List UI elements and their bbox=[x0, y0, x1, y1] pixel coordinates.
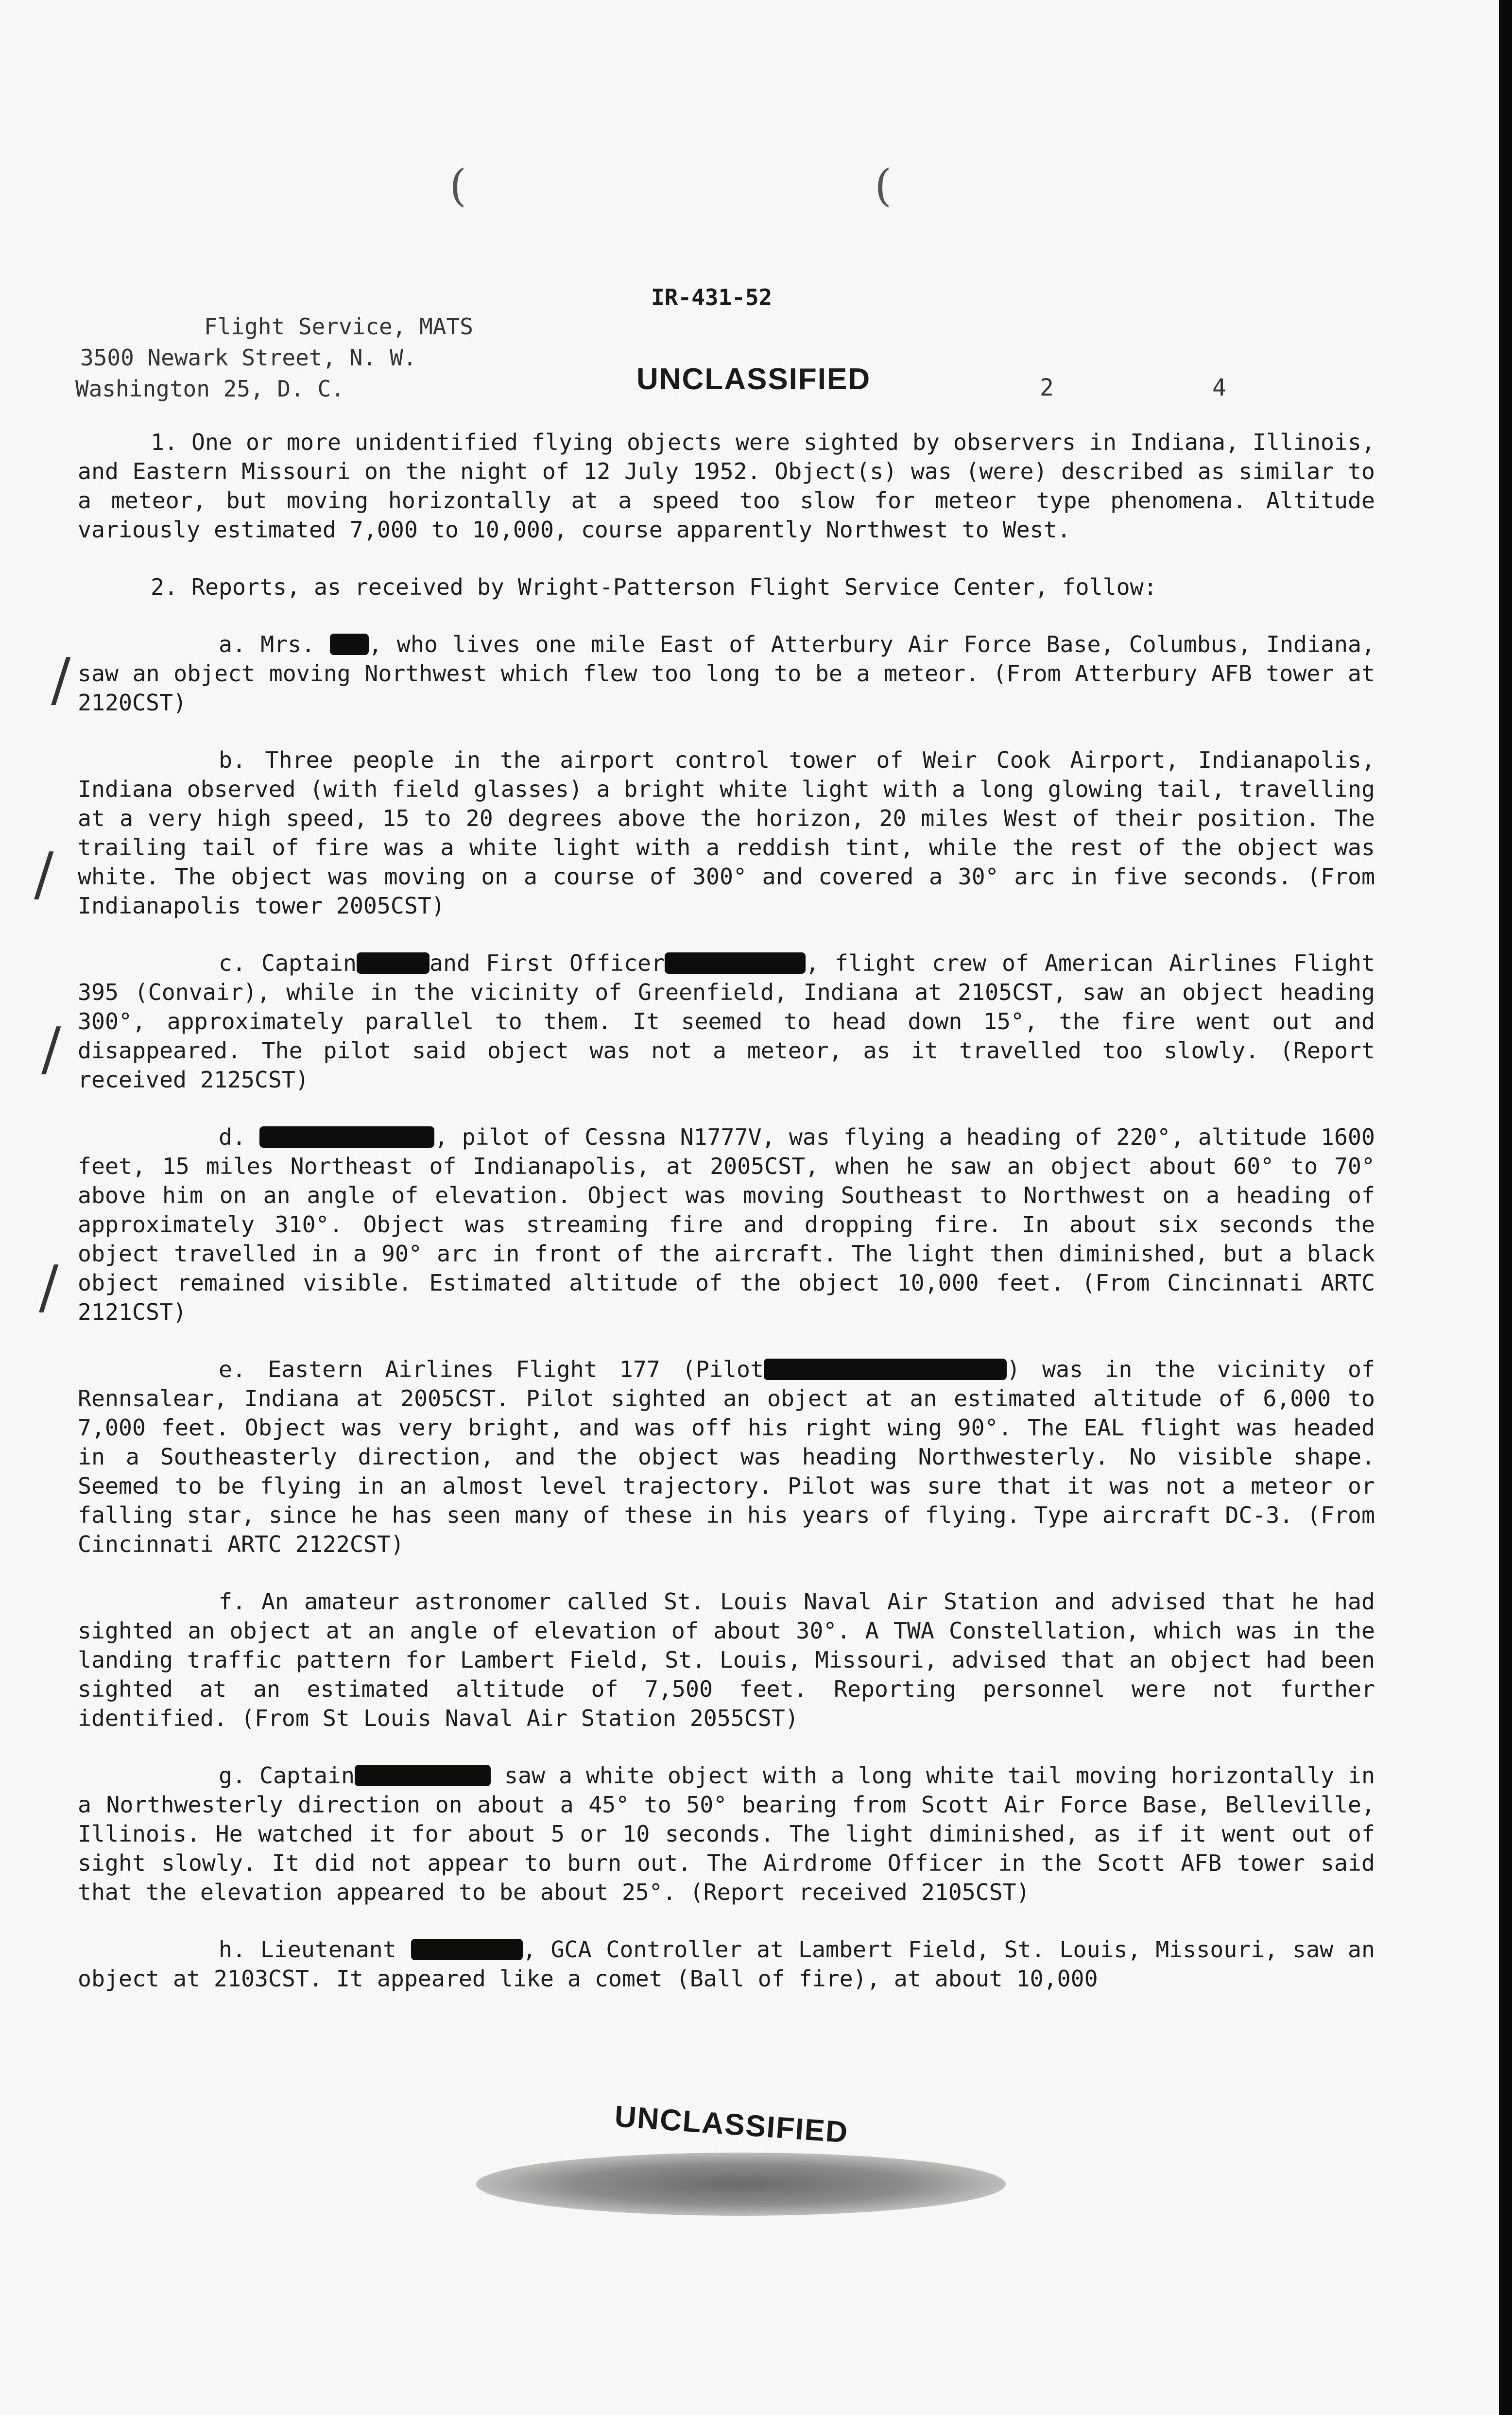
bracket-mark-right: ( bbox=[875, 160, 892, 211]
margin-mark-d: / bbox=[39, 1254, 59, 1321]
item-c-post: , flight crew of American Airlines Flight 395 (Convair), while in the vicinity of Greenfield, Indiana at 2105CST, saw an object heading 300°, approximately parallel to them. It seemed to head down 15°, the fire went out and disappeared. The pilot said object was not a meteor, as it travelled too slowly. (Report received 2125CST) bbox=[78, 950, 1375, 1093]
item-a-post: , who lives one mile East of Atterbury Air Force Base, Columbus, Indiana, saw an object moving Northwest which flew too long to be a meteor. (From Atterbury AFB tower at 2120CST) bbox=[78, 631, 1375, 716]
redaction-bar bbox=[259, 1126, 434, 1148]
address-header bbox=[75, 311, 473, 404]
item-a-pre: a. Mrs. bbox=[219, 631, 315, 657]
margin-mark-a: / bbox=[51, 646, 71, 714]
page-number-1: 2 bbox=[1040, 374, 1054, 401]
document-body bbox=[78, 428, 1375, 2021]
redaction-bar bbox=[411, 1939, 523, 1960]
report-item-h bbox=[78, 1935, 1375, 1993]
report-item-c bbox=[78, 949, 1375, 1094]
item-h-post: , GCA Controller at Lambert Field, St. Louis, Missouri, saw an object at 2103CST. It appeared like a comet (Ball of fire), at about 10,000 bbox=[78, 1936, 1375, 1992]
item-h-pre: h. Lieutenant bbox=[219, 1936, 396, 1963]
report-item-g bbox=[78, 1761, 1375, 1907]
report-item-e bbox=[78, 1355, 1375, 1559]
redaction-bar bbox=[355, 1765, 491, 1786]
paragraph-2: 2. Reports, as received by Wright-Patterson Flight Service Center, follow: bbox=[151, 574, 1157, 600]
ink-smudge bbox=[476, 2153, 1006, 2216]
item-g-pre: g. Captain bbox=[219, 1762, 355, 1789]
classification-stamp-bottom: UNCLASSIFIED bbox=[613, 2100, 850, 2150]
redaction-bar bbox=[764, 1359, 1007, 1380]
item-d-post: , pilot of Cessna N1777V, was flying a heading of 220°, altitude 1600 feet, 15 miles Northeast of Indianapolis, at 2005CST, when he saw an object about 60° to 70° above him on an angle of elevation. Object was moving Southeast to Northwest on a heading of approximately 310°. Object was streaming fire and dropping fire. In about six seconds the object travelled in a 90° arc in front of the aircraft. The light then diminished, but a black object remained visible. Estimated altitude of the object 10,000 feet. (From Cincinnati ARTC 2121CST) bbox=[78, 1124, 1375, 1325]
redaction-bar bbox=[357, 952, 430, 974]
redaction-bar bbox=[330, 634, 369, 655]
item-e-post: ) was in the vicinity of Rennsalear, Indiana at 2005CST. Pilot sighted an object at an estimated altitude of 6,000 to 7,000 feet. Object was very bright, and was off his right wing 90°. The EAL flight was headed in a Southeasterly direction, and the object was heading Northwesterly. No visible shape. Seemed to be flying in an almost level trajectory. Pilot was sure that it was not a meteor or falling star, since he has seen many of these in his years of flying. Type aircraft DC-3. (From Cincinnati ARTC 2122CST) bbox=[78, 1356, 1375, 1557]
paragraph-1: 1. One or more unidentified flying objects were sighted by observers in Indiana, Illinois, and Eastern Missouri on the night of 12 July 1952. Object(s) was (were) described as similar to a meteor, but moving horizontally at a speed too slow for meteor type phenomena. Altitude variously estimated 7,000 to 10,000, course apparently Northwest to West. bbox=[78, 429, 1375, 543]
report-item-b: b. Three people in the airport control tower of Weir Cook Airport, Indianapolis, Indiana observed (with field glasses) a bright white light with a long glowing tail, travelling at a very high speed, 15 to 20 degrees above the horizon, 20 miles West of their position. The trailing tail of fire was a white light with a reddish tint, while the rest of the object was white. The object was moving on a course of 300° and covered a 30° arc in five seconds. (From Indianapolis tower 2005CST) bbox=[78, 747, 1375, 919]
item-c-pre: c. Captain bbox=[219, 950, 357, 976]
report-item-d bbox=[78, 1122, 1375, 1327]
bracket-mark-left: ( bbox=[449, 160, 467, 211]
header-line-2: 3500 Newark Street, N. W. bbox=[80, 345, 417, 371]
item-c-mid: and First Officer bbox=[430, 950, 665, 976]
item-d-pre: d. bbox=[219, 1124, 246, 1150]
header-line-1: Flight Service, MATS bbox=[204, 313, 473, 340]
report-item-a bbox=[78, 630, 1375, 717]
item-e-pre: e. Eastern Airlines Flight 177 (Pilot bbox=[219, 1356, 764, 1382]
item-g-post: saw a white object with a long white tail moving horizontally in a Northwesterly direction on about a 45° to 50° bearing from Scott Air Force Base, Belleville, Illinois. He watched it for about 5 or 10 seconds. The light diminished, as if it went out of sight slowly. It did not appear to burn out. The Airdrome Officer in the Scott AFB tower said that the elevation appeared to be about 25°. (Report received 2105CST) bbox=[78, 1762, 1375, 1905]
margin-mark-b: / bbox=[34, 841, 54, 908]
margin-mark-c: / bbox=[41, 1016, 61, 1083]
classification-stamp-top: UNCLASSIFIED bbox=[636, 362, 871, 396]
document-id: IR-431-52 bbox=[651, 284, 773, 310]
page-number-2: 4 bbox=[1212, 374, 1226, 401]
report-item-f: f. An amateur astronomer called St. Louis Naval Air Station and advised that he had sighted an object at an angle of elevation of about 30°. A TWA Constellation, which was in the landing traffic pattern for Lambert Field, St. Louis, Missouri, advised that an object had been sighted at an estimated altitude of 7,500 feet. Reporting personnel were not further identified. (From St Louis Naval Air Station 2055CST) bbox=[78, 1588, 1375, 1731]
redaction-bar bbox=[665, 952, 806, 974]
header-line-3: Washington 25, D. C. bbox=[75, 376, 344, 402]
scan-edge bbox=[1499, 0, 1512, 2415]
